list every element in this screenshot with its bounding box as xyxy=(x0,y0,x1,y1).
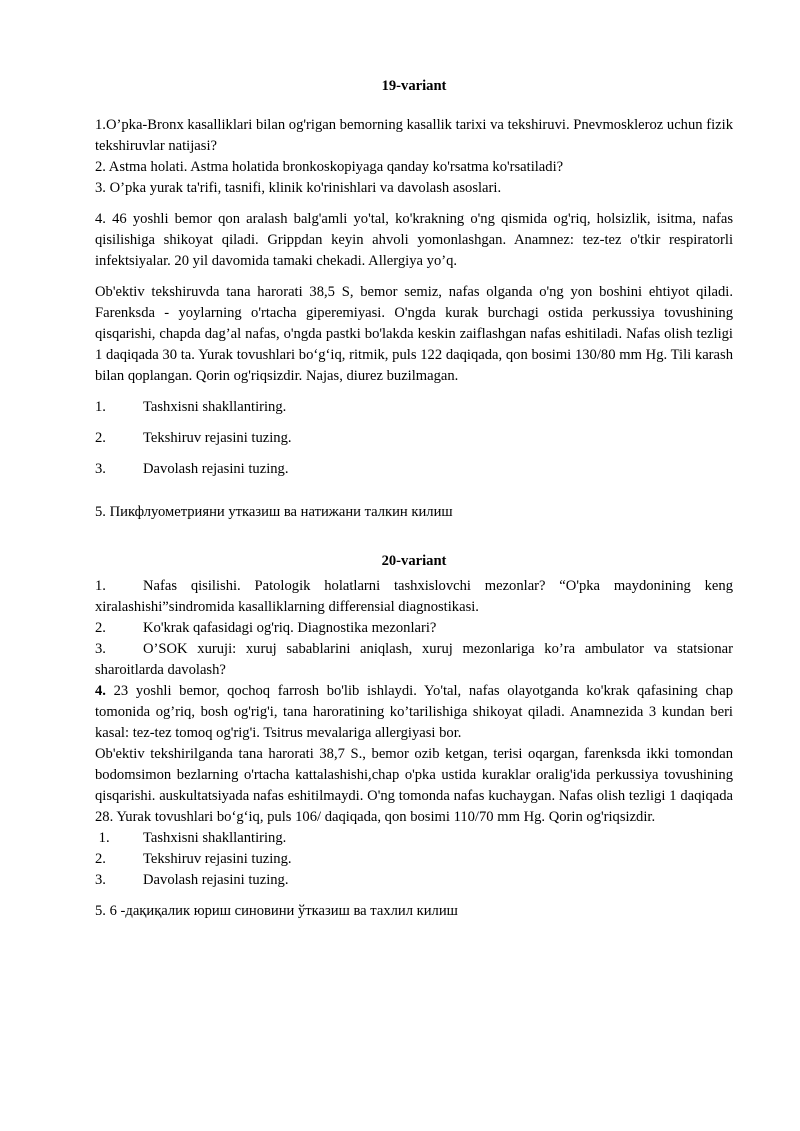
v20-task-list xyxy=(95,828,733,891)
v20-question-3-number: 3. xyxy=(95,641,106,657)
list-item-text: Tashxisni shakllantiring. xyxy=(143,830,287,846)
v20-question-4 xyxy=(95,681,733,744)
v20-question-2-number: 2. xyxy=(95,620,106,636)
list-item xyxy=(95,397,733,418)
list-item-number: 3. xyxy=(95,461,106,477)
list-item xyxy=(95,428,733,449)
v20-question-1 xyxy=(95,576,733,618)
list-item-number: 1. xyxy=(95,399,106,415)
list-item-text: Davolash rejasini tuzing. xyxy=(143,872,289,888)
v19-question-5: 5. Пикфлуометрияни утказиш ва натижани талкин килиш xyxy=(95,504,453,520)
v20-question-5: 5. 6 -дақиқалик юриш синовини ўтказиш ва тахлил килиш xyxy=(95,903,458,919)
document-page xyxy=(95,76,733,922)
list-item xyxy=(95,870,733,891)
v20-exam-findings: Ob'ektiv tekshirilganda tana harorati 38,7 S., bemor ozib ketgan, terisi oqargan, farenksda ikki tomondan bodomsimon bezlarning o'rtacha kattalashishi,chap o'pka ustida kuraklar oralig'ida perkussiya tovushining qisqarishi. auskultatsiyada nafas eshitilmaydi. O'ng tomonda nafas kuchaygan. Nafas olish tezligi 1 daqiqada 28. Yurak tovushlari bo‘g‘iq, puls 106/ daqiqada, qon bosimi 110/70 mm Hg. Qorin og'riqsizdir. xyxy=(95,746,733,825)
v19-task-list xyxy=(95,397,733,480)
list-item-text: Davolash rejasini tuzing. xyxy=(143,461,289,477)
v20-question-3-text: O’SOK xuruji: xuruj sabablarini aniqlash, xuruj mezonlariga ko’ra ambulator va statsionar sharoitlarda davolash? xyxy=(95,641,733,678)
list-item-text: Tekshiruv rejasini tuzing. xyxy=(143,430,292,446)
v19-question-1: 1.O’pka-Bronx kasalliklari bilan og'rigan bemorning kasallik tarixi va tekshiruvi. Pnevmoskleroz uchun fizik tekshiruvlar natijasi? xyxy=(95,117,733,154)
v19-question-2: 2. Astma holati. Astma holatida bronkoskopiyaga qanday ko'rsatma ko'rsatiladi? xyxy=(95,159,564,175)
v20-question-2-text: Ko'krak qafasidagi og'riq. Diagnostika mezonlari? xyxy=(143,620,437,636)
list-item-number: 2. xyxy=(95,851,106,867)
v19-question-4: 4. 46 yoshli bemor qon aralash balg'amli yo'tal, ko'krakning o'ng qismida og'riq, holsizlik, isitma, nafas qisilishiga shikoyat qiladi. Grippdan keyin ahvoli yomonlashgan. Anamnez: tez-tez o'tkir respiratorli infektsiyalar. 20 yil davomida tamaki chekadi. Allergiya yo’q. xyxy=(95,211,733,269)
v20-question-4-text: 23 yoshli bemor, qochoq farrosh bo'lib ishlaydi. Yo'tal, nafas olayotganda ko'krak qafasining chap tomonida og’riq, bosh og'rig'i, tana haroratining ko’tarilishiga shikoyat qiladi. Anamnezida 3 kundan beri kasal: tez-tez tomoq og'rig'i. Tsitrus mevalariga allergiyasi bor. xyxy=(95,683,733,741)
list-item-number: 3. xyxy=(95,872,106,888)
variant-19-title: 19-variant xyxy=(381,78,447,94)
v20-question-1-number: 1. xyxy=(95,578,106,594)
v20-question-4-number: 4. xyxy=(95,683,106,699)
v20-question-2 xyxy=(95,618,733,639)
v19-question-3: 3. O’pka yurak ta'rifi, tasnifi, klinik ko'rinishlari va davolash asoslari. xyxy=(95,180,502,196)
v19-exam-findings: Ob'ektiv tekshiruvda tana harorati 38,5 S, bemor semiz, nafas olganda o'ng yon boshini ehtiyot qiladi. Farenksda - yoylarning o'rtacha giperemiyasi. O'ngda kurak burchagi ostida perkussiya tovushining qisqarishi, chapda dag’al nafas, o'ngda pastki bo'lakda keskin zaiflashgan nafas eshitiladi. Nafas olish tezligi 1 daqiqada 30 ta. Yurak tovushlari bo‘g‘iq, ritmik, puls 122 daqiqada, qon bosimi 130/80 mm Hg. Tili karash bilan qoplangan. Qorin og'riqsizdir. Najas, diurez buzilmagan. xyxy=(95,284,733,384)
v20-question-3 xyxy=(95,639,733,681)
list-item-number: 2. xyxy=(95,430,106,446)
list-item xyxy=(95,849,733,870)
list-item-number: 1. xyxy=(95,830,110,846)
list-item-text: Tashxisni shakllantiring. xyxy=(143,399,287,415)
v20-question-1-text: Nafas qisilishi. Patologik holatlarni tashxislovchi mezonlar? “O'pka maydonining keng xiralashishi”sindromida kasalliklarning differensial diagnostikasi. xyxy=(95,578,733,615)
list-item-text: Tekshiruv rejasini tuzing. xyxy=(143,851,292,867)
variant-20-title: 20-variant xyxy=(381,553,447,569)
list-item xyxy=(95,828,733,849)
list-item xyxy=(95,459,733,480)
